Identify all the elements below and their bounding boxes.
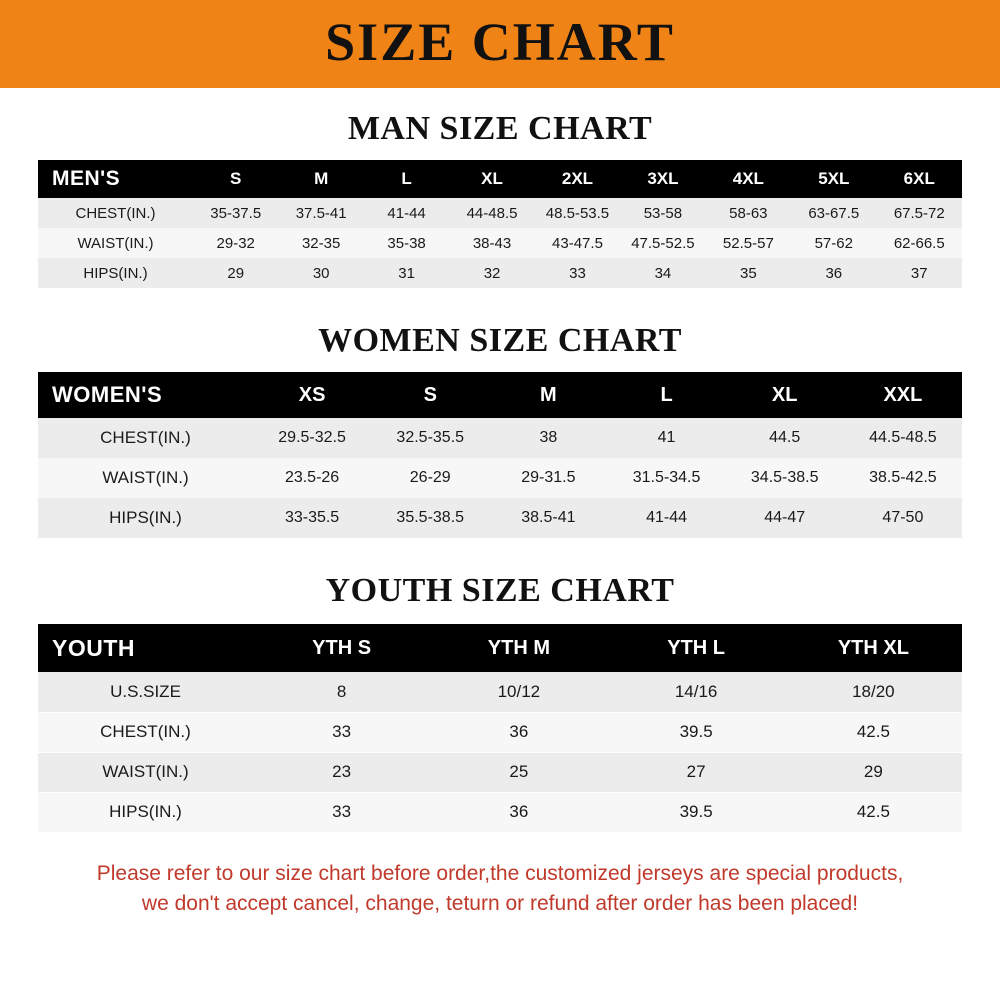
table-row (38, 672, 962, 712)
footer-line-2: we don't accept cancel, change, teturn or refund after order has been placed! (141, 891, 859, 915)
footer-line-1: Please refer to our size chart before order,the customized jerseys are special products, (96, 861, 904, 885)
women-header-cell: XS (253, 372, 371, 418)
youth-header-cell: YTH L (608, 624, 785, 672)
women-header-label: WOMEN'S (38, 372, 253, 418)
men-cell: 29 (193, 258, 278, 288)
table-row (38, 228, 962, 258)
women-cell: 31.5-34.5 (607, 458, 725, 498)
men-cell: 63-67.5 (791, 198, 876, 228)
men-header-cell: 5XL (791, 160, 876, 198)
youth-cell: 25 (430, 752, 607, 792)
men-table-wrap (0, 160, 1000, 288)
men-cell: 62-66.5 (877, 228, 963, 258)
table-header-row (38, 624, 962, 672)
men-cell: 67.5-72 (877, 198, 963, 228)
men-cell: 37 (877, 258, 963, 288)
women-row-label: WAIST(IN.) (38, 458, 253, 498)
women-cell: 44.5 (726, 418, 844, 458)
men-header-cell: L (364, 160, 449, 198)
banner-title: SIZE CHART (325, 12, 675, 72)
youth-header-label: YOUTH (38, 624, 253, 672)
women-cell: 35.5-38.5 (371, 498, 489, 538)
men-row-label: HIPS(IN.) (38, 258, 193, 288)
youth-header-cell: YTH XL (785, 624, 962, 672)
men-cell: 35 (706, 258, 791, 288)
youth-cell: 42.5 (785, 712, 962, 752)
women-cell: 38.5-41 (489, 498, 607, 538)
table-header-row (38, 160, 962, 198)
women-cell: 41-44 (607, 498, 725, 538)
footer-note (0, 849, 1000, 920)
youth-cell: 42.5 (785, 792, 962, 832)
youth-row-label: U.S.SIZE (38, 672, 253, 712)
women-cell: 38.5-42.5 (844, 458, 962, 498)
table-row (38, 752, 962, 792)
men-cell: 35-38 (364, 228, 449, 258)
women-table-wrap (0, 372, 1000, 538)
men-cell: 41-44 (364, 198, 449, 228)
women-cell: 41 (607, 418, 725, 458)
women-header-cell: M (489, 372, 607, 418)
women-cell: 38 (489, 418, 607, 458)
women-header-cell: L (607, 372, 725, 418)
men-header-cell: 2XL (535, 160, 620, 198)
men-header-cell: 4XL (706, 160, 791, 198)
women-cell: 29.5-32.5 (253, 418, 371, 458)
youth-cell: 36 (430, 712, 607, 752)
women-cell: 26-29 (371, 458, 489, 498)
youth-cell: 33 (253, 712, 430, 752)
table-row (38, 712, 962, 752)
men-header-cell: XL (449, 160, 534, 198)
men-cell: 47.5-52.5 (620, 228, 705, 258)
women-header-cell: S (371, 372, 489, 418)
women-row-label: CHEST(IN.) (38, 418, 253, 458)
men-cell: 44-48.5 (449, 198, 534, 228)
men-cell: 33 (535, 258, 620, 288)
table-row (38, 792, 962, 832)
women-cell: 34.5-38.5 (726, 458, 844, 498)
table-row (38, 498, 962, 538)
table-row (38, 418, 962, 458)
youth-cell: 18/20 (785, 672, 962, 712)
banner (0, 0, 1000, 88)
youth-header-cell: YTH S (253, 624, 430, 672)
youth-section-title: YOUTH SIZE CHART (325, 572, 675, 609)
men-cell: 37.5-41 (278, 198, 363, 228)
youth-table-wrap (0, 624, 1000, 833)
youth-cell: 23 (253, 752, 430, 792)
men-row-label: WAIST(IN.) (38, 228, 193, 258)
table-row (38, 458, 962, 498)
men-cell: 32 (449, 258, 534, 288)
youth-cell: 27 (608, 752, 785, 792)
men-cell: 32-35 (278, 228, 363, 258)
women-cell: 33-35.5 (253, 498, 371, 538)
women-cell: 23.5-26 (253, 458, 371, 498)
men-cell: 53-58 (620, 198, 705, 228)
women-cell: 29-31.5 (489, 458, 607, 498)
women-cell: 44-47 (726, 498, 844, 538)
women-row-label: HIPS(IN.) (38, 498, 253, 538)
men-header-cell: 6XL (877, 160, 963, 198)
table-row (38, 258, 962, 288)
table-header-row (38, 372, 962, 418)
youth-header-cell: YTH M (430, 624, 607, 672)
men-cell: 36 (791, 258, 876, 288)
youth-cell: 39.5 (608, 712, 785, 752)
youth-cell: 8 (253, 672, 430, 712)
women-cell: 47-50 (844, 498, 962, 538)
youth-size-table (38, 624, 962, 833)
youth-cell: 39.5 (608, 792, 785, 832)
men-cell: 30 (278, 258, 363, 288)
men-header-cell: 3XL (620, 160, 705, 198)
men-cell: 43-47.5 (535, 228, 620, 258)
men-cell: 38-43 (449, 228, 534, 258)
youth-cell: 36 (430, 792, 607, 832)
youth-cell: 33 (253, 792, 430, 832)
men-header-label: MEN'S (38, 160, 193, 198)
men-header-cell: S (193, 160, 278, 198)
men-row-label: CHEST(IN.) (38, 198, 193, 228)
men-header-cell: M (278, 160, 363, 198)
men-cell: 34 (620, 258, 705, 288)
women-header-cell: XL (726, 372, 844, 418)
women-cell: 32.5-35.5 (371, 418, 489, 458)
men-cell: 48.5-53.5 (535, 198, 620, 228)
men-cell: 58-63 (706, 198, 791, 228)
men-size-table (38, 160, 962, 288)
men-cell: 31 (364, 258, 449, 288)
men-cell: 57-62 (791, 228, 876, 258)
men-section-title: MAN SIZE CHART (347, 110, 653, 147)
youth-row-label: HIPS(IN.) (38, 792, 253, 832)
youth-cell: 14/16 (608, 672, 785, 712)
women-header-cell: XXL (844, 372, 962, 418)
women-section-title: WOMEN SIZE CHART (318, 322, 682, 359)
youth-cell: 29 (785, 752, 962, 792)
women-size-table (38, 372, 962, 538)
men-cell: 35-37.5 (193, 198, 278, 228)
women-cell: 44.5-48.5 (844, 418, 962, 458)
table-row (38, 198, 962, 228)
men-cell: 52.5-57 (706, 228, 791, 258)
youth-row-label: CHEST(IN.) (38, 712, 253, 752)
men-cell: 29-32 (193, 228, 278, 258)
youth-row-label: WAIST(IN.) (38, 752, 253, 792)
youth-cell: 10/12 (430, 672, 607, 712)
